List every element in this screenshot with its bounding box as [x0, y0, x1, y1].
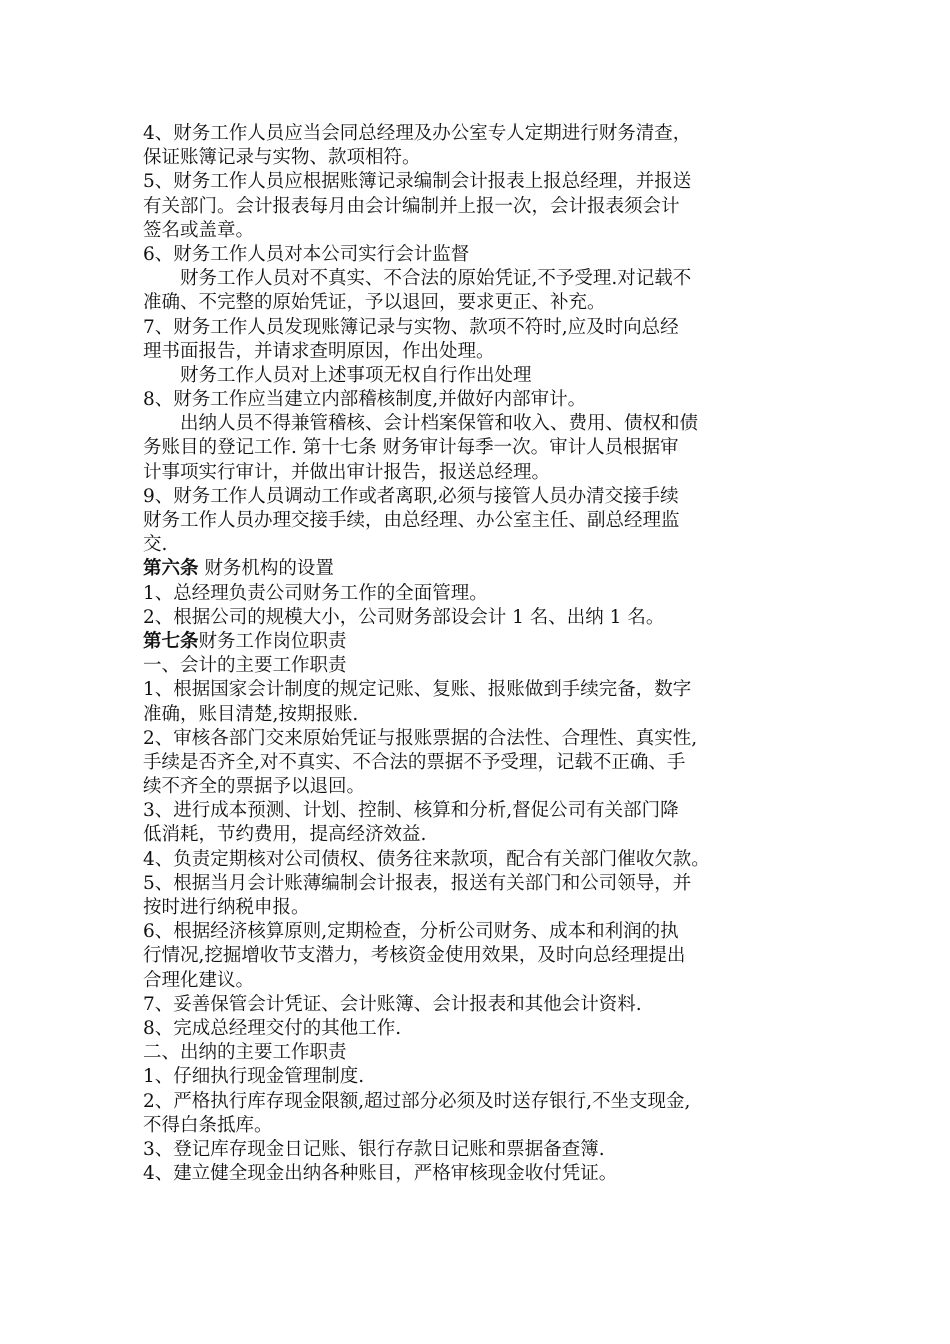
text-line: 准确，账目清楚,按期报账.: [143, 703, 359, 725]
text-line: 合理化建议。: [143, 969, 255, 991]
section-7-title: 财务工作岗位职责: [198, 630, 347, 652]
text-line: 6、财务工作人员对本公司实行会计监督: [143, 243, 470, 265]
text-line: 签名或盖章。: [143, 219, 255, 241]
text-line: 准确、不完整的原始凭证，予以退回，要求更正、补充。: [143, 292, 606, 314]
subheading-cashier: 二、出纳的主要工作职责: [143, 1042, 347, 1064]
text-line: 务账目的登记工作. 第十七条 财务审计每季一次。审计人员根据审: [143, 437, 679, 459]
text-line: 3、进行成本预测、计划、控制、核算和分析,督促公司有关部门降: [143, 800, 679, 822]
text-line: 8、完成总经理交付的其他工作.: [143, 1017, 402, 1039]
section-6-number: 第六条: [143, 558, 199, 580]
text-line: 5、财务工作人员应根据账簿记录编制会计报表上报总经理，并报送: [143, 171, 692, 193]
text-line: 5、根据当月会计账薄编制会计报表，报送有关部门和公司领导，并: [143, 872, 692, 894]
text-line: 行情况,挖掘增收节支潜力，考核资金使用效果，及时向总经理提出: [143, 945, 686, 967]
text-line: 理书面报告，并请求查明原因，作出处理。: [143, 340, 495, 362]
text-line: 财务工作人员对不真实、不合法的原始凭证,不予受理.对记载不: [180, 268, 692, 290]
text-line: 4、建立健全现金出纳各种账目，严格审核现金收付凭证。: [143, 1163, 618, 1185]
text-line: 低消耗，节约费用，提高经济效益.: [143, 824, 427, 846]
text-line: 手续是否齐全,对不真实、不合法的票据不予受理，记载不正确、手: [143, 751, 686, 773]
section-6-title: 财务机构的设置: [198, 558, 334, 580]
text-line: 交.: [143, 534, 168, 556]
text-line: 4、财务工作人员应当会同总经理及办公室专人定期进行财务清查，: [143, 123, 692, 144]
text-line: 2、根据公司的规模大小，公司财务部设会计 1 名、出纳 1 名。: [143, 606, 665, 628]
text-line: 7、财务工作人员发现账簿记录与实物、款项不符时,应及时向总经: [143, 316, 679, 338]
text-line: 3、登记库存现金日记账、银行存款日记账和票据备查簿.: [143, 1138, 605, 1160]
text-line: 不得白条抵库。: [143, 1114, 273, 1136]
text-line: 计事项实行审计，并做出审计报告，报送总经理。: [143, 461, 551, 483]
section-7-number: 第七条: [143, 630, 199, 652]
document-page: [143, 122, 823, 1186]
text-line: 1、仔细执行现金管理制度.: [143, 1066, 365, 1088]
section-7-heading: [143, 630, 823, 654]
text-line: 9、财务工作人员调动工作或者离职,必须与接管人员办清交接手续: [143, 485, 679, 507]
text-line: 7、妥善保管会计凭证、会计账簿、会计报表和其他会计资料.: [143, 993, 642, 1015]
text-line: 按时进行纳税申报。: [143, 897, 310, 918]
text-line: 2、严格执行库存现金限额,超过部分必须及时送存银行,不坐支现金,: [143, 1090, 691, 1112]
text-line: 1、总经理负责公司财务工作的全面管理。: [143, 582, 488, 604]
text-line: 有关部门。会计报表每月由会计编制并上报一次，会计报表须会计: [143, 195, 680, 217]
text-line: 财务工作人员办理交接手续，由总经理、办公室主任、副总经理监: [143, 510, 680, 531]
text-line: 4、负责定期核对公司债权、债务往来款项，配合有关部门催收欠款。: [143, 848, 710, 870]
text-line: 6、根据经济核算原则,定期检查，分析公司财务、成本和利润的执: [143, 921, 679, 943]
subheading-accountant: 一、会计的主要工作职责: [143, 655, 347, 677]
text-line: 1、根据国家会计制度的规定记账、复账、报账做到手续完备，数字: [143, 679, 692, 701]
text-line: 续不齐全的票据予以退回。: [143, 776, 366, 798]
text-line: 8、财务工作应当建立内部稽核制度,并做好内部审计。: [143, 389, 587, 411]
text-line: 2、审核各部门交来原始凭证与报账票据的合法性、合理性、真实性,: [143, 727, 698, 749]
text-line: 保证账簿记录与实物、款项相符。: [143, 147, 421, 169]
section-6-heading: [143, 557, 823, 581]
text-line: 财务工作人员对上述事项无权自行作出处理: [180, 364, 532, 386]
text-line: 出纳人员不得兼管稽核、会计档案保管和收入、费用、债权和债: [180, 413, 699, 435]
